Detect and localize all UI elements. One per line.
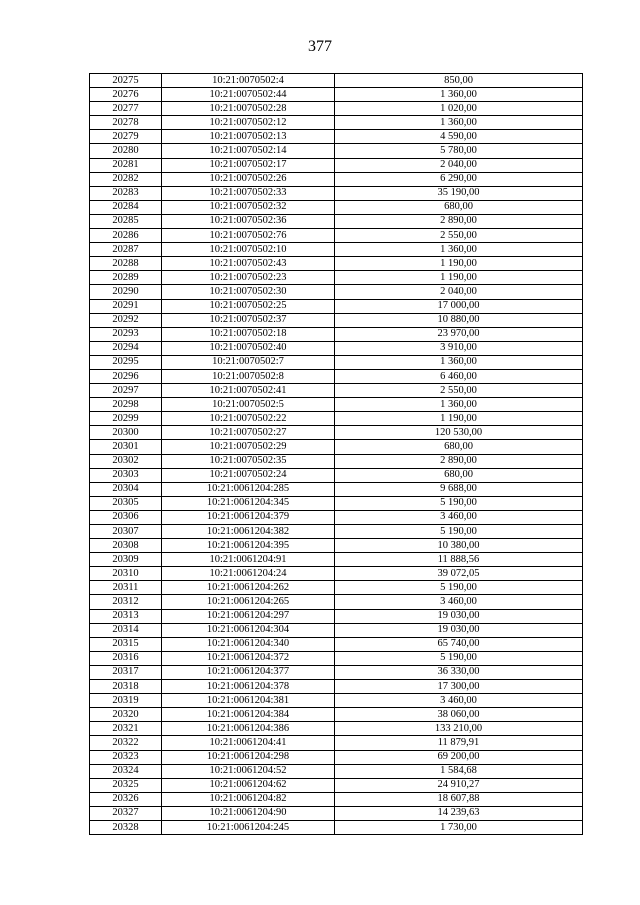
value-cell: 680,00 (335, 200, 583, 214)
cadastral-number-cell: 10:21:0070502:25 (162, 299, 335, 313)
value-cell: 1 190,00 (335, 271, 583, 285)
row-number-cell: 20304 (90, 482, 162, 496)
row-number-cell: 20297 (90, 384, 162, 398)
cadastral-number-cell: 10:21:0070502:17 (162, 158, 335, 172)
cadastral-number-cell: 10:21:0061204:52 (162, 764, 335, 778)
table-row (90, 299, 583, 313)
data-table (89, 73, 583, 835)
value-cell: 1 360,00 (335, 88, 583, 102)
row-number-cell: 20293 (90, 327, 162, 341)
table-row (90, 369, 583, 383)
row-number-cell: 20323 (90, 750, 162, 764)
table-row (90, 736, 583, 750)
value-cell: 680,00 (335, 468, 583, 482)
cadastral-number-cell: 10:21:0070502:14 (162, 144, 335, 158)
cadastral-number-cell: 10:21:0061204:285 (162, 482, 335, 496)
table-row (90, 144, 583, 158)
row-number-cell: 20321 (90, 722, 162, 736)
row-number-cell: 20326 (90, 792, 162, 806)
value-cell: 2 040,00 (335, 285, 583, 299)
row-number-cell: 20328 (90, 820, 162, 834)
table-row (90, 74, 583, 88)
cadastral-number-cell: 10:21:0061204:41 (162, 736, 335, 750)
row-number-cell: 20325 (90, 778, 162, 792)
value-cell: 10 880,00 (335, 313, 583, 327)
value-cell: 69 200,00 (335, 750, 583, 764)
table-row (90, 313, 583, 327)
cadastral-number-cell: 10:21:0070502:10 (162, 243, 335, 257)
row-number-cell: 20309 (90, 553, 162, 567)
table-row (90, 651, 583, 665)
cadastral-number-cell: 10:21:0070502:5 (162, 398, 335, 412)
table-row (90, 623, 583, 637)
cadastral-number-cell: 10:21:0070502:28 (162, 102, 335, 116)
value-cell: 5 190,00 (335, 581, 583, 595)
value-cell: 19 030,00 (335, 623, 583, 637)
row-number-cell: 20296 (90, 369, 162, 383)
row-number-cell: 20277 (90, 102, 162, 116)
cadastral-number-cell: 10:21:0070502:23 (162, 271, 335, 285)
row-number-cell: 20295 (90, 355, 162, 369)
table-row (90, 102, 583, 116)
value-cell: 1 584,68 (335, 764, 583, 778)
cadastral-number-cell: 10:21:0070502:4 (162, 74, 335, 88)
table-row (90, 398, 583, 412)
row-number-cell: 20292 (90, 313, 162, 327)
cadastral-number-cell: 10:21:0061204:381 (162, 694, 335, 708)
cadastral-number-cell: 10:21:0061204:345 (162, 496, 335, 510)
cadastral-number-cell: 10:21:0061204:24 (162, 567, 335, 581)
table-row (90, 130, 583, 144)
value-cell: 133 210,00 (335, 722, 583, 736)
table-row (90, 637, 583, 651)
table-row (90, 327, 583, 341)
cadastral-number-cell: 10:21:0061204:395 (162, 539, 335, 553)
table-row (90, 708, 583, 722)
row-number-cell: 20276 (90, 88, 162, 102)
row-number-cell: 20316 (90, 651, 162, 665)
table-row (90, 116, 583, 130)
cadastral-number-cell: 10:21:0070502:43 (162, 257, 335, 271)
cadastral-number-cell: 10:21:0070502:7 (162, 355, 335, 369)
value-cell: 3 460,00 (335, 510, 583, 524)
table-row (90, 158, 583, 172)
table-row (90, 172, 583, 186)
value-cell: 19 030,00 (335, 609, 583, 623)
table-row (90, 764, 583, 778)
cadastral-number-cell: 10:21:0070502:37 (162, 313, 335, 327)
row-number-cell: 20300 (90, 426, 162, 440)
table-row (90, 553, 583, 567)
table-row (90, 525, 583, 539)
cadastral-number-cell: 10:21:0070502:29 (162, 440, 335, 454)
table-row (90, 257, 583, 271)
row-number-cell: 20320 (90, 708, 162, 722)
cadastral-number-cell: 10:21:0070502:22 (162, 412, 335, 426)
value-cell: 2 040,00 (335, 158, 583, 172)
table-row (90, 468, 583, 482)
cadastral-number-cell: 10:21:0070502:27 (162, 426, 335, 440)
table-row (90, 426, 583, 440)
cadastral-number-cell: 10:21:0061204:378 (162, 680, 335, 694)
cadastral-number-cell: 10:21:0070502:24 (162, 468, 335, 482)
table-row (90, 581, 583, 595)
cadastral-number-cell: 10:21:0070502:32 (162, 200, 335, 214)
value-cell: 1 190,00 (335, 412, 583, 426)
value-cell: 10 380,00 (335, 539, 583, 553)
value-cell: 18 607,88 (335, 792, 583, 806)
row-number-cell: 20302 (90, 454, 162, 468)
value-cell: 1 730,00 (335, 820, 583, 834)
row-number-cell: 20311 (90, 581, 162, 595)
value-cell: 38 060,00 (335, 708, 583, 722)
table-row (90, 412, 583, 426)
table-row (90, 285, 583, 299)
value-cell: 11 888,56 (335, 553, 583, 567)
row-number-cell: 20289 (90, 271, 162, 285)
row-number-cell: 20291 (90, 299, 162, 313)
value-cell: 1 360,00 (335, 355, 583, 369)
table-row (90, 200, 583, 214)
cadastral-number-cell: 10:21:0061204:377 (162, 665, 335, 679)
cadastral-number-cell: 10:21:0061204:379 (162, 510, 335, 524)
value-cell: 680,00 (335, 440, 583, 454)
value-cell: 17 000,00 (335, 299, 583, 313)
value-cell: 5 190,00 (335, 525, 583, 539)
table-row (90, 88, 583, 102)
row-number-cell: 20282 (90, 172, 162, 186)
row-number-cell: 20275 (90, 74, 162, 88)
value-cell: 39 072,05 (335, 567, 583, 581)
value-cell: 17 300,00 (335, 680, 583, 694)
table-row (90, 482, 583, 496)
table-row (90, 680, 583, 694)
value-cell: 1 360,00 (335, 243, 583, 257)
table-row (90, 384, 583, 398)
table-row (90, 820, 583, 834)
table-row (90, 750, 583, 764)
cadastral-number-cell: 10:21:0070502:76 (162, 229, 335, 243)
cadastral-number-cell: 10:21:0070502:18 (162, 327, 335, 341)
row-number-cell: 20280 (90, 144, 162, 158)
cadastral-number-cell: 10:21:0061204:91 (162, 553, 335, 567)
cadastral-number-cell: 10:21:0070502:33 (162, 186, 335, 200)
table-row (90, 454, 583, 468)
cadastral-number-cell: 10:21:0070502:26 (162, 172, 335, 186)
row-number-cell: 20285 (90, 214, 162, 228)
cadastral-number-cell: 10:21:0070502:35 (162, 454, 335, 468)
table-row (90, 778, 583, 792)
row-number-cell: 20288 (90, 257, 162, 271)
value-cell: 6 290,00 (335, 172, 583, 186)
table-row (90, 539, 583, 553)
cadastral-number-cell: 10:21:0061204:62 (162, 778, 335, 792)
cadastral-number-cell: 10:21:0070502:44 (162, 88, 335, 102)
cadastral-number-cell: 10:21:0061204:384 (162, 708, 335, 722)
row-number-cell: 20319 (90, 694, 162, 708)
row-number-cell: 20308 (90, 539, 162, 553)
value-cell: 35 190,00 (335, 186, 583, 200)
row-number-cell: 20290 (90, 285, 162, 299)
cadastral-number-cell: 10:21:0061204:265 (162, 595, 335, 609)
row-number-cell: 20287 (90, 243, 162, 257)
table-row (90, 271, 583, 285)
cadastral-number-cell: 10:21:0070502:12 (162, 116, 335, 130)
value-cell: 14 239,63 (335, 806, 583, 820)
row-number-cell: 20303 (90, 468, 162, 482)
cadastral-number-cell: 10:21:0061204:297 (162, 609, 335, 623)
value-cell: 65 740,00 (335, 637, 583, 651)
row-number-cell: 20322 (90, 736, 162, 750)
row-number-cell: 20294 (90, 341, 162, 355)
value-cell: 2 550,00 (335, 384, 583, 398)
table-row (90, 806, 583, 820)
table-row (90, 722, 583, 736)
row-number-cell: 20314 (90, 623, 162, 637)
cadastral-number-cell: 10:21:0061204:82 (162, 792, 335, 806)
cadastral-number-cell: 10:21:0061204:262 (162, 581, 335, 595)
table-row (90, 214, 583, 228)
page-number: 377 (308, 38, 332, 55)
value-cell: 5 190,00 (335, 651, 583, 665)
table-row (90, 567, 583, 581)
value-cell: 4 590,00 (335, 130, 583, 144)
cadastral-number-cell: 10:21:0070502:8 (162, 369, 335, 383)
table-row (90, 609, 583, 623)
table-row (90, 243, 583, 257)
row-number-cell: 20278 (90, 116, 162, 130)
value-cell: 2 550,00 (335, 229, 583, 243)
cadastral-number-cell: 10:21:0061204:90 (162, 806, 335, 820)
row-number-cell: 20312 (90, 595, 162, 609)
cadastral-number-cell: 10:21:0061204:382 (162, 525, 335, 539)
row-number-cell: 20299 (90, 412, 162, 426)
table-row (90, 595, 583, 609)
table-row (90, 186, 583, 200)
value-cell: 5 190,00 (335, 496, 583, 510)
cadastral-number-cell: 10:21:0070502:30 (162, 285, 335, 299)
table-row (90, 665, 583, 679)
row-number-cell: 20324 (90, 764, 162, 778)
row-number-cell: 20317 (90, 665, 162, 679)
table-row (90, 229, 583, 243)
table-row (90, 496, 583, 510)
value-cell: 3 910,00 (335, 341, 583, 355)
value-cell: 2 890,00 (335, 214, 583, 228)
value-cell: 24 910,27 (335, 778, 583, 792)
table-row (90, 355, 583, 369)
value-cell: 3 460,00 (335, 694, 583, 708)
row-number-cell: 20310 (90, 567, 162, 581)
row-number-cell: 20315 (90, 637, 162, 651)
row-number-cell: 20313 (90, 609, 162, 623)
row-number-cell: 20327 (90, 806, 162, 820)
value-cell: 5 780,00 (335, 144, 583, 158)
value-cell: 36 330,00 (335, 665, 583, 679)
value-cell: 6 460,00 (335, 369, 583, 383)
value-cell: 23 970,00 (335, 327, 583, 341)
value-cell: 1 020,00 (335, 102, 583, 116)
value-cell: 120 530,00 (335, 426, 583, 440)
table-row (90, 510, 583, 524)
row-number-cell: 20284 (90, 200, 162, 214)
table-body (90, 74, 583, 835)
cadastral-number-cell: 10:21:0061204:245 (162, 820, 335, 834)
value-cell: 1 360,00 (335, 398, 583, 412)
value-cell: 2 890,00 (335, 454, 583, 468)
cadastral-number-cell: 10:21:0061204:304 (162, 623, 335, 637)
row-number-cell: 20305 (90, 496, 162, 510)
value-cell: 9 688,00 (335, 482, 583, 496)
table-row (90, 694, 583, 708)
row-number-cell: 20279 (90, 130, 162, 144)
cadastral-number-cell: 10:21:0070502:41 (162, 384, 335, 398)
cadastral-number-cell: 10:21:0061204:386 (162, 722, 335, 736)
row-number-cell: 20286 (90, 229, 162, 243)
table-row (90, 440, 583, 454)
row-number-cell: 20301 (90, 440, 162, 454)
row-number-cell: 20281 (90, 158, 162, 172)
row-number-cell: 20283 (90, 186, 162, 200)
table-row (90, 792, 583, 806)
row-number-cell: 20306 (90, 510, 162, 524)
cadastral-number-cell: 10:21:0070502:36 (162, 214, 335, 228)
value-cell: 11 879,91 (335, 736, 583, 750)
cadastral-number-cell: 10:21:0070502:13 (162, 130, 335, 144)
value-cell: 3 460,00 (335, 595, 583, 609)
cadastral-number-cell: 10:21:0061204:340 (162, 637, 335, 651)
value-cell: 1 190,00 (335, 257, 583, 271)
cadastral-number-cell: 10:21:0061204:372 (162, 651, 335, 665)
table-row (90, 341, 583, 355)
row-number-cell: 20318 (90, 680, 162, 694)
cadastral-number-cell: 10:21:0070502:40 (162, 341, 335, 355)
value-cell: 1 360,00 (335, 116, 583, 130)
row-number-cell: 20307 (90, 525, 162, 539)
cadastral-number-cell: 10:21:0061204:298 (162, 750, 335, 764)
value-cell: 850,00 (335, 74, 583, 88)
row-number-cell: 20298 (90, 398, 162, 412)
